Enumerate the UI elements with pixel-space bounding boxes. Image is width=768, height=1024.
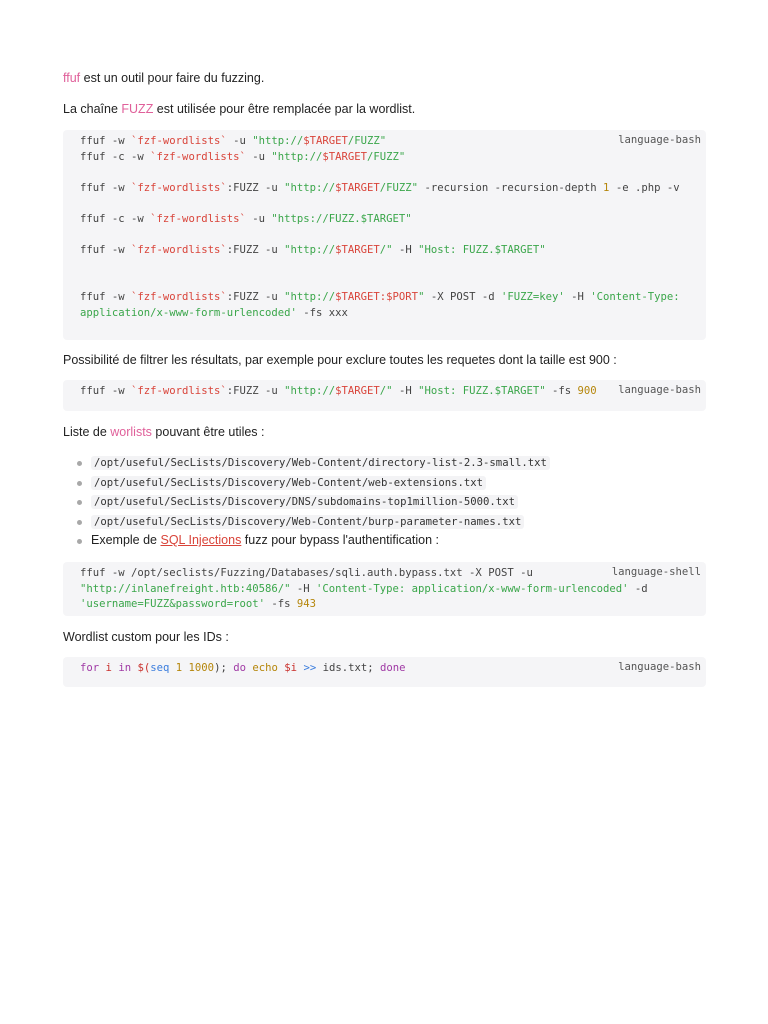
inline-code-path: /opt/useful/SecLists/Discovery/Web-Content/burp-parameter-names.txt — [91, 515, 524, 529]
code-language-label: language-bash — [618, 661, 701, 673]
fuzz-text-pre: La chaîne — [63, 102, 122, 116]
code-block-sqli-bypass[interactable] — [63, 562, 706, 616]
inline-code-path: /opt/useful/SecLists/Discovery/DNS/subdomains-top1million-5000.txt — [91, 495, 518, 509]
code-content: ffuf -w `fzf-wordlists` -u "http://$TARGET/FUZZ" ffuf -c -w `fzf-wordlists` -u "http://$TARGET/FUZZ" ffuf -w `fzf-wordlists`:FUZZ -u "http://$TARGET/FUZZ" -recursion -recursion-depth 1 -e .php -v ffuf -c -w `fzf-wordlists` -u "https://FUZZ.$TARGET" ffuf -w `fzf-wordlists`:FUZZ -u "http://$TARGET/" -H "Host: FUZZ.$TARGET" ffuf -w `fzf-wordlists`:FUZZ -u "http://$TARGET:$PORT" -X POST -d 'FUZZ=key' -H 'Content-Type: application/x-www-form-urlencoded' -fs xxx — [80, 135, 686, 319]
tool-name-highlight: ffuf — [63, 71, 81, 85]
wordlist-list — [63, 453, 550, 551]
sql-injections-link[interactable]: SQL Injections — [160, 533, 242, 547]
code-content: ffuf -w `fzf-wordlists`:FUZZ -u "http://$TARGET/" -H "Host: FUZZ.$TARGET" -fs 900 — [80, 385, 597, 397]
code-language-label: language-shell — [611, 566, 701, 578]
worlists-paragraph: Liste de worlists pouvant être utiles : — [63, 425, 265, 439]
list-item — [91, 473, 550, 493]
code-language-label: language-bash — [618, 384, 701, 396]
code-block-ffuf-examples[interactable] — [63, 130, 706, 340]
list-item — [91, 453, 550, 473]
list-item — [91, 512, 550, 532]
worlists-highlight: worlists — [110, 425, 152, 439]
filter-paragraph: Possibilité de filtrer les résultats, par exemple pour exclure toutes les requetes dont la taille est 900 : — [63, 353, 617, 367]
intro-text: est un outil pour faire du fuzzing. — [80, 71, 265, 85]
intro-paragraph — [63, 69, 264, 87]
list-item — [91, 492, 550, 512]
fuzz-text-post: est utilisée pour être remplacée par la wordlist. — [153, 102, 416, 116]
code-language-label: language-bash — [618, 134, 701, 146]
code-content: for i in $(seq 1 1000); do echo $i >> ids.txt; done — [80, 662, 406, 674]
code-block-ids-loop[interactable] — [63, 657, 706, 687]
inline-code-path: /opt/useful/SecLists/Discovery/Web-Content/web-extensions.txt — [91, 476, 486, 490]
ids-paragraph: Wordlist custom pour les IDs : — [63, 630, 229, 644]
code-content: ffuf -w /opt/seclists/Fuzzing/Databases/sqli.auth.bypass.txt -X POST -u "http://inlanefreight.htb:40586/" -H 'Content-Type: application/x-www-form-urlencoded' -d 'username=FUZZ&password=root' -fs 943 — [80, 567, 655, 611]
code-block-filter-size[interactable] — [63, 380, 706, 411]
list-item: Exemple de SQL Injections fuzz pour bypass l'authentification : — [91, 531, 550, 551]
inline-code-path: /opt/useful/SecLists/Discovery/Web-Content/directory-list-2.3-small.txt — [91, 456, 550, 470]
fuzz-paragraph — [63, 100, 415, 118]
fuzz-keyword-highlight: FUZZ — [121, 102, 154, 116]
